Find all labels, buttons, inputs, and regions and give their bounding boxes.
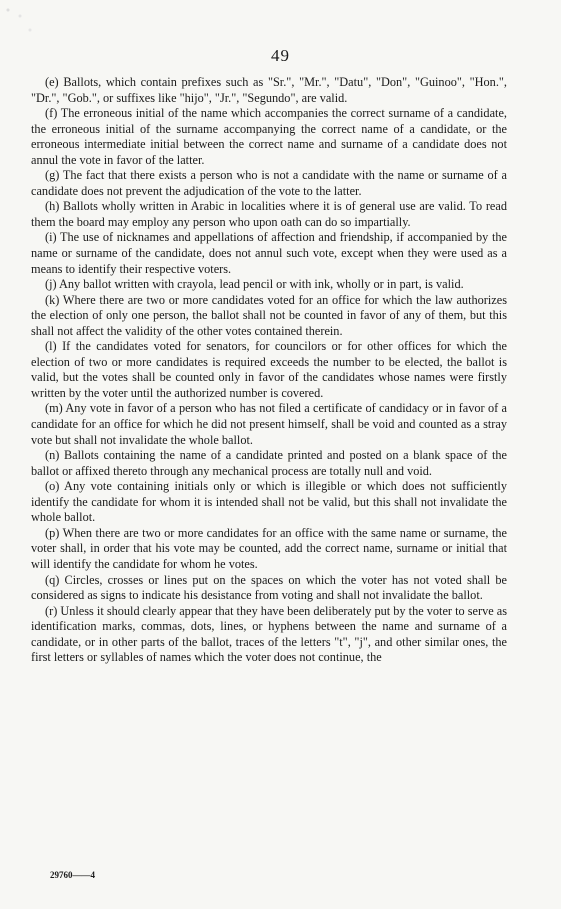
- scan-speckle: [0, 0, 40, 40]
- paragraph-g: (g) The fact that there exists a person who is not a candidate with the name or surname of a candidate does not prevent the adjudication of the vote to the latter.: [31, 168, 507, 198]
- paragraph-f: (f) The erroneous initial of the name which accompanies the correct surname of a candidate, the erroneous initial of the surname accompanying the correct name of a candidate, or the erroneous intermediate initial between the correct name and surname of a candidate does not annul the vote in favor of the latter.: [31, 106, 507, 167]
- page-number: 49: [271, 46, 290, 65]
- paragraph-h: (h) Ballots wholly written in Arabic in localities where it is of general use are valid. To read them the board may employ any person who upon oath can do so impartially.: [31, 199, 507, 229]
- paragraph-p: (p) When there are two or more candidates for an office with the same name or surname, the voter shall, in order that his vote may be counted, add the correct name, surname or initial that will identify the candidate for whom he votes.: [31, 525, 507, 571]
- paragraph-j: (j) Any ballot written with crayola, lead pencil or with ink, wholly or in part, is valid.: [45, 277, 464, 292]
- paragraph-n: (n) Ballots containing the name of a candidate printed and posted on a blank space of the ballot or affixed thereto through any mechanical process are totally null and void.: [31, 448, 507, 478]
- footer-code: 29760——4: [50, 870, 95, 880]
- paragraph-i: (i) The use of nicknames and appellations of affection and friendship, if accompanied by the name or surname of the candidate, does not annul such vote, except when they were used as a means to identify their respective voters.: [31, 230, 507, 276]
- paragraph-k: (k) Where there are two or more candidates voted for an office for which the law authorizes the election of only one person, the ballot shall not be counted in favor of any of them, but this shall not affect the validity of the other votes contained therein.: [31, 292, 507, 338]
- paragraph-e: (e) Ballots, which contain prefixes such as "Sr.", "Mr.", "Datu", "Don", "Guinoo", "Hon.", "Dr.", "Gob.", or suffixes like "hijo", "Jr.", "Segundo", are valid.: [31, 75, 507, 105]
- paragraph-l: (l) If the candidates voted for senators, for councilors or for other offices for which the election of two or more candidates is required exceeds the number to be elected, the ballot is valid, but the votes shall be counted only in favor of the candidates whose names were firstly written by the voter until the authorized number is covered.: [31, 339, 507, 400]
- paragraph-q: (q) Circles, crosses or lines put on the spaces on which the voter has not voted shall be considered as signs to indicate his desistance from voting and shall not invalidate the ballot.: [31, 572, 507, 603]
- document-body: [31, 75, 507, 666]
- paragraph-m: (m) Any vote in favor of a person who has not filed a certificate of candidacy or in favor of a candidate for an office for which he did not present himself, shall be void and counted as a stray vote but shall not invalidate the whole ballot.: [31, 401, 507, 447]
- paragraph-o: (o) Any vote containing initials only or which is illegible or which does not sufficiently identify the candidate for whom it is intended shall not be valid, but this shall not invalidate the whole ballot.: [31, 479, 507, 525]
- paragraph-r: (r) Unless it should clearly appear that they have been deliberately put by the voter to serve as identification marks, commas, dots, lines, or hyphens between the name and surname of a candidate, or in other parts of the ballot, traces of the letters "t", "j", and other similar ones, the first letters or syllables of names which the voter does not continue, the: [31, 603, 507, 665]
